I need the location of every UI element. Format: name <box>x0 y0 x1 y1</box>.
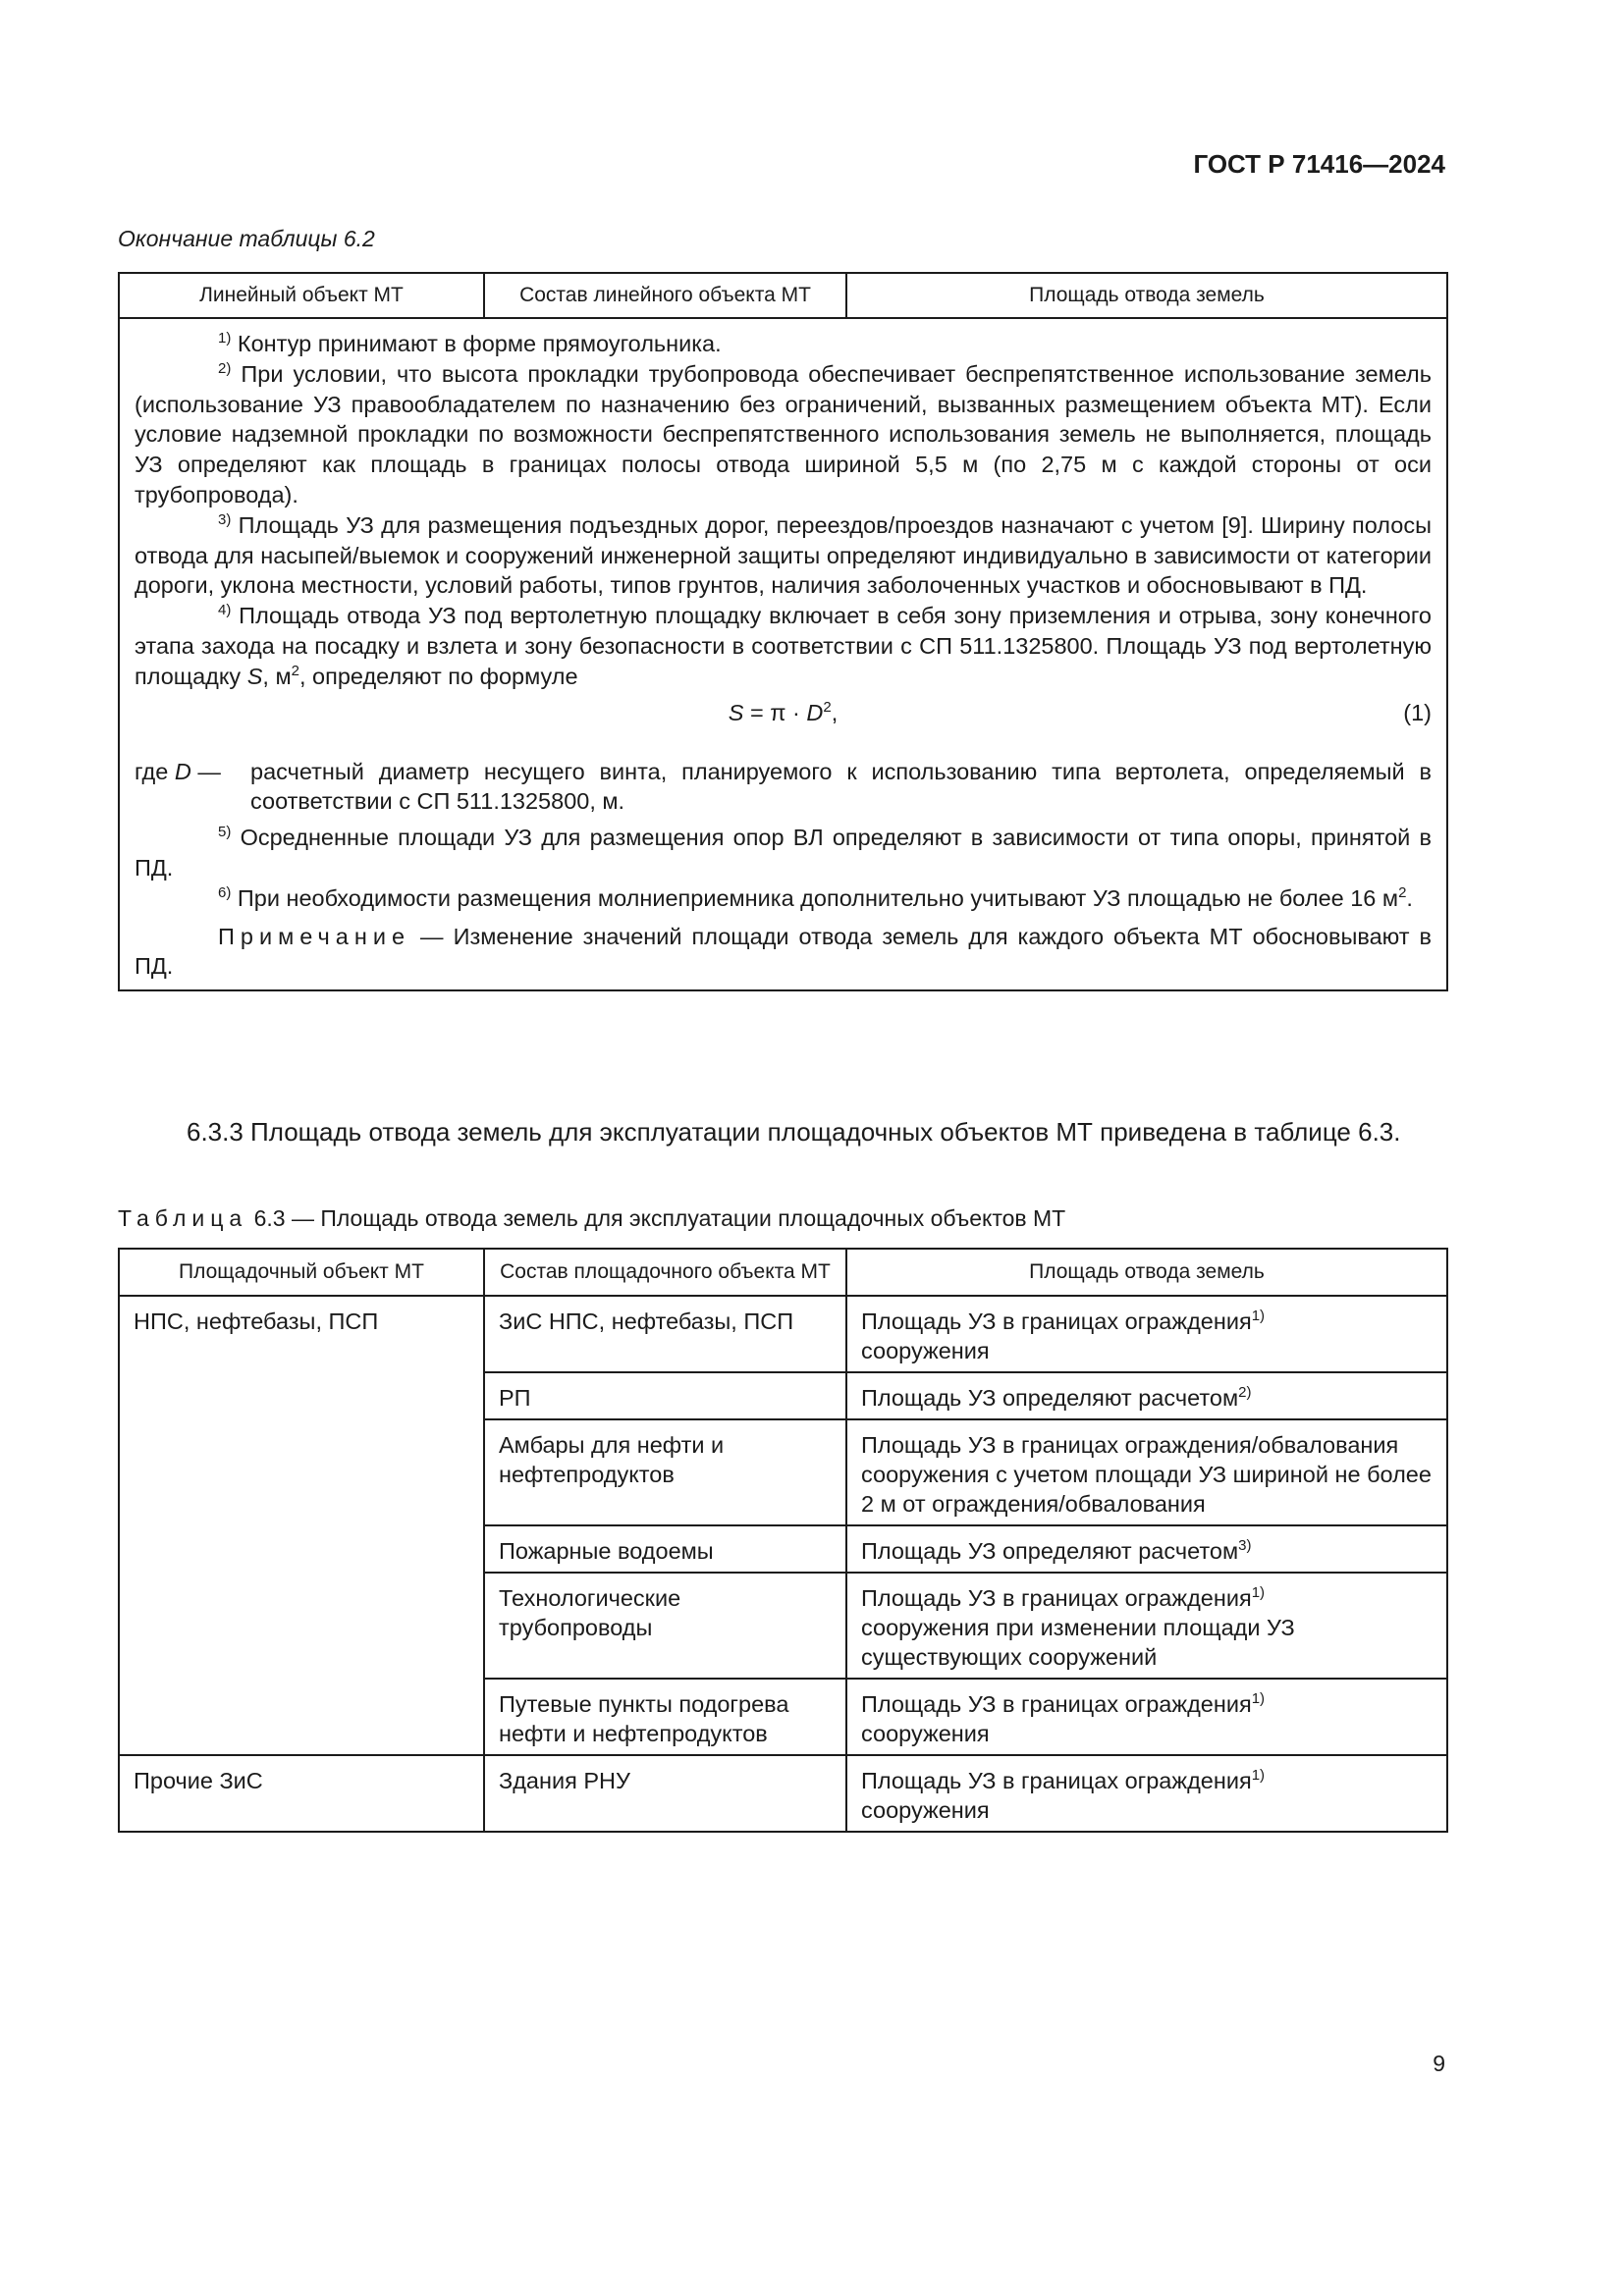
page-number: 9 <box>1433 2051 1445 2076</box>
table-6-2-end <box>118 272 1448 991</box>
column-header: Площадочный объект МТ <box>119 1249 484 1296</box>
table-footnotes <box>119 318 1447 990</box>
table-6-3-caption: Таблица 6.3 — Площадь отвода земель для эксплуатации площадочных объектов МТ <box>118 1205 1066 1231</box>
table-cell-object: Прочие ЗиС <box>119 1755 484 1832</box>
table-note: Примечание — Изменение значений площади отвода земель для каждого объекта МТ обосновывают в ПД. <box>135 923 1433 980</box>
footnote-3: $^{3)}$ Площадь УЗ для размещения подъездных дорог, переездов/проездов назначают с учетом [9]. Ширину полосы отвода для насыпей/выемок и сооружений инженерной защиты определяют индивидуально в зависимости от категории дороги, уклона местности, условий работы, типов грунтов, наличия заболоченных участков и обосновывают в ПД. <box>135 510 1432 599</box>
table-continuation-label: Окончание таблицы 6.2 <box>118 226 375 251</box>
formula-1: $S = \pi \cdot D^2$, (1) <box>135 694 1432 731</box>
table-cell-composition: ЗиС НПС, нефтебазы, ПСП <box>484 1296 846 1372</box>
footnote-4: $^{4)}$ Площадь отвода УЗ под вертолетную площадку включает в себя зону приземления и отрыва, зону конечного этапа захода на посадку и взлета и зону безопасности в соответствии с СП 511.1325800. Площадь УЗ под вертолетную площадку S, $м^2$, определяют по формуле <box>135 602 1432 689</box>
table-cell-area: Площадь УЗ в границах ограждения$^{1)}$ сооружения при изменении площади УЗ существующих сооружений <box>846 1573 1447 1679</box>
footnote-2: $^{2)}$ При условии, что высота прокладки трубопровода обеспечивает беспрепятственное использование земель (использование УЗ правообладателем по назначению без ограничений, вызванных размещением объекта МТ). Если условие надземной прокладки по возможности беспрепятственного использования земель не выполняется, площадь УЗ определяют как площадь в границах полосы отвода шириной 5,5 м (по 2,75 м с каждой стороны от оси трубопровода). <box>135 359 1433 507</box>
paragraph-6-3-3: 6.3.3 Площадь отвода земель для эксплуатации площадочных объектов МТ приведена в таблице 6.3. <box>187 1117 1401 1147</box>
table-header-row <box>119 1249 1447 1296</box>
table-6-3 <box>118 1248 1448 1833</box>
table-cell-object: НПС, нефтебазы, ПСП <box>119 1296 484 1755</box>
table-cell-area: Площадь УЗ в границах ограждения$^{1)}$ сооружения <box>846 1679 1447 1755</box>
footnote-5: $^{5)}$ Осредненные площади УЗ для размещения опор ВЛ определяют в зависимости от типа опоры, принятой в ПД. <box>135 824 1432 881</box>
footnote-1: $^{1)}$ Контур принимают в форме прямоугольника. <box>218 330 722 356</box>
formula-explanation: где D — расчетный диаметр несущего винта, планируемого к использованию типа вертолета, определяемый в соответствии с СП 511.1325800, м. <box>135 758 1432 815</box>
table-cell-area: Площадь УЗ определяют расчетом$^{2)}$ <box>846 1372 1447 1419</box>
table-cell-composition: Амбары для нефти и нефтепродуктов <box>484 1419 846 1525</box>
table-row <box>119 1296 1447 1372</box>
formula-number: (1) <box>1403 699 1432 725</box>
table-cell-area: Площадь УЗ определяют расчетом$^{3)}$ <box>846 1525 1447 1573</box>
footnote-6: $^{6)}$ При необходимости размещения молниеприемника дополнительно учитывают УЗ площадью не более 16 $м^2$. <box>218 883 1413 911</box>
table-cell-area: Площадь УЗ в границах ограждения/обвалования сооружения с учетом площади УЗ шириной не более 2 м от ограждения/обвалования <box>846 1419 1447 1525</box>
table-cell-composition: Пожарные водоемы <box>484 1525 846 1573</box>
table-header-row <box>119 273 1447 318</box>
document-header: ГОСТ Р 71416—2024 <box>1193 149 1445 179</box>
column-header: Состав площадочного объекта МТ <box>484 1249 846 1296</box>
table-cell-composition: РП <box>484 1372 846 1419</box>
table-cell-composition: Технологические трубопроводы <box>484 1573 846 1679</box>
column-header: Состав линейного объекта МТ <box>484 273 846 318</box>
column-header: Линейный объект МТ <box>119 273 484 318</box>
table-row <box>119 1755 1447 1832</box>
table-cell-composition: Здания РНУ <box>484 1755 846 1832</box>
table-cell-composition: Путевые пункты подогрева нефти и нефтепродуктов <box>484 1679 846 1755</box>
column-header: Площадь отвода земель <box>846 273 1447 318</box>
table-cell-area: Площадь УЗ в границах ограждения$^{1)}$ сооружения <box>846 1755 1447 1832</box>
table-cell-area: Площадь УЗ в границах ограждения$^{1)}$ сооружения <box>846 1296 1447 1372</box>
column-header: Площадь отвода земель <box>846 1249 1447 1296</box>
